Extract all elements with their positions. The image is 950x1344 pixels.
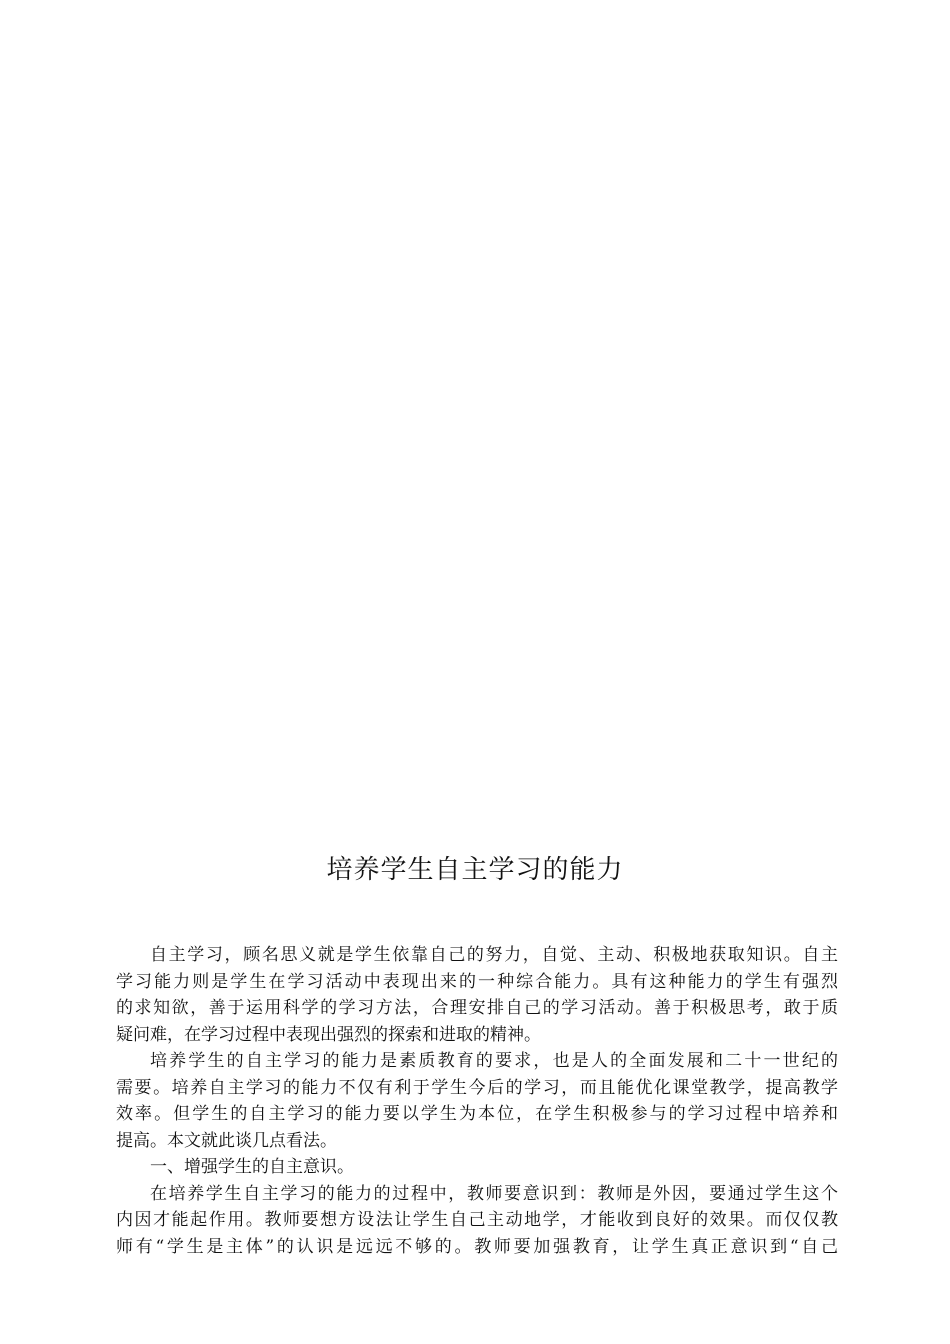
body-line: 学习能力则是学生在学习活动中表现出来的一种综合能力。具有这种能力的学生有强烈 xyxy=(116,971,838,992)
body-line: 自主学习，顾名思义就是学生依靠自己的努力，自觉、主动、积极地获取知识。自主 xyxy=(150,945,838,965)
body-line: 疑问难，在学习过程中表现出强烈的探索和进取的精神。 xyxy=(116,1024,541,1045)
body-line: 提高。本文就此谈几点看法。 xyxy=(116,1130,337,1151)
body-line: 需要。培养自主学习的能力不仅有利于学生今后的学习，而且能优化课堂教学，提高教学 xyxy=(116,1077,838,1098)
body-line: 效率。但学生的自主学习的能力要以学生为本位，在学生积极参与的学习过程中培养和 xyxy=(116,1104,838,1124)
body-line: 一、增强学生的自主意识。 xyxy=(150,1157,354,1177)
body-line: 师有“学生是主体”的认识是远远不够的。教师要加强教育，让学生真正意识到“自己 xyxy=(116,1236,838,1257)
body-line: 在培养学生自主学习的能力的过程中，教师要意识到：教师是外因，要通过学生这个 xyxy=(150,1183,838,1204)
body-line: 的求知欲，善于运用科学的学习方法，合理安排自己的学习活动。善于积极思考，敢于质 xyxy=(116,998,838,1018)
body-line: 培养学生的自主学习的能力是素质教育的要求，也是人的全面发展和二十一世纪的 xyxy=(150,1051,838,1071)
document-title: 培养学生自主学习的能力 xyxy=(326,855,624,885)
document-body xyxy=(116,942,838,1260)
body-line: 内因才能起作用。教师要想方设法让学生自己主动地学，才能收到良好的效果。而仅仅教 xyxy=(116,1210,838,1230)
